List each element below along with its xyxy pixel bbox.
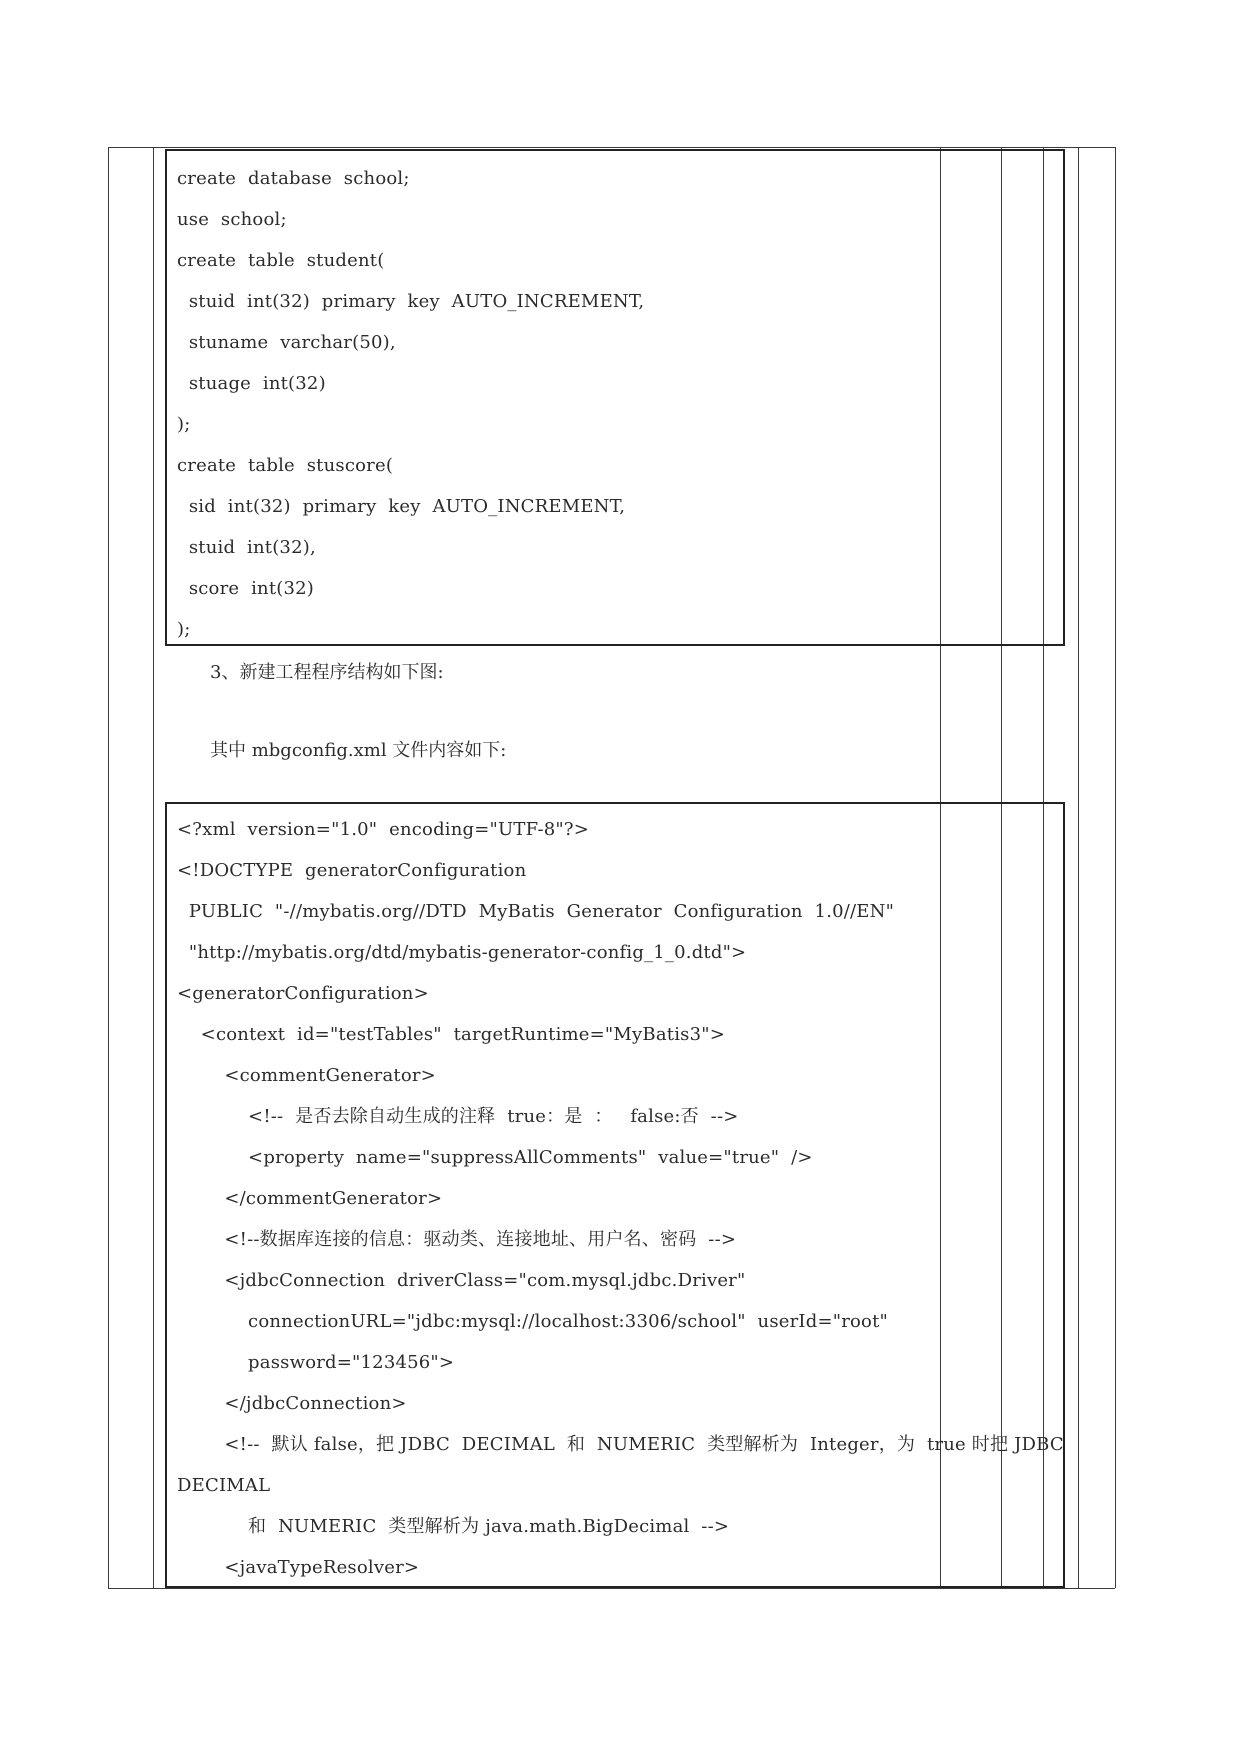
code-line: use school; — [177, 209, 287, 230]
code-line: create database school; — [177, 168, 410, 189]
code-line: <?xml version="1.0" encoding="UTF-8"?> — [177, 819, 590, 840]
code-line: </commentGenerator> — [177, 1188, 443, 1209]
code-line: sid int(32) primary key AUTO_INCREMENT, — [177, 496, 626, 517]
code-line: stuid int(32) primary key AUTO_INCREMENT, — [177, 291, 645, 312]
code-line: <generatorConfiguration> — [177, 983, 429, 1004]
code-line: <!DOCTYPE generatorConfiguration — [177, 860, 527, 881]
table-inner-left-border — [153, 147, 154, 1588]
code-line: DECIMAL — [177, 1475, 271, 1496]
code-line: <!-- 默认 false，把 JDBC DECIMAL 和 NUMERIC 类型解析为 Integer，为 true 时把 JDBC — [177, 1434, 1064, 1455]
code-line: <!-- 是否去除自动生成的注释 true：是 ： false:否 --> — [177, 1106, 739, 1127]
code-line: <javaTypeResolver> — [177, 1557, 420, 1578]
table-column-divider-4 — [1078, 147, 1079, 1588]
mbgconfig-intro-paragraph: 其中 mbgconfig.xml 文件内容如下: — [210, 740, 507, 761]
code-line: ); — [177, 619, 191, 640]
code-line: ); — [177, 414, 191, 435]
code-line: stuname varchar(50), — [177, 332, 396, 353]
code-line: PUBLIC "-//mybatis.org//DTD MyBatis Generator Configuration 1.0//EN" — [177, 901, 895, 922]
code-block-1-frame — [165, 149, 1065, 646]
code-line: stuage int(32) — [177, 373, 326, 394]
code-line: connectionURL="jdbc:mysql://localhost:3306/school" userId="root" — [177, 1311, 889, 1332]
table-right-border — [1115, 147, 1116, 1588]
step3-paragraph: 3、新建工程程序结构如下图: — [210, 662, 444, 683]
code-line: password="123456"> — [177, 1352, 455, 1373]
code-line: <jdbcConnection driverClass="com.mysql.jdbc.Driver" — [177, 1270, 746, 1291]
code-line: <!--数据库连接的信息：驱动类、连接地址、用户名、密码 --> — [177, 1229, 737, 1250]
code-line: create table student( — [177, 250, 385, 271]
table-bottom-border — [108, 1588, 1115, 1589]
code-line: score int(32) — [177, 578, 315, 599]
code-line: <commentGenerator> — [177, 1065, 436, 1086]
code-line: "http://mybatis.org/dtd/mybatis-generator-config_1_0.dtd"> — [177, 942, 747, 963]
code-line: create table stuscore( — [177, 455, 394, 476]
code-line: <property name="suppressAllComments" value="true" /> — [177, 1147, 813, 1168]
table-left-border — [108, 147, 109, 1588]
code-line: <context id="testTables" targetRuntime="MyBatis3"> — [177, 1024, 726, 1045]
code-block-2-bottom — [165, 1586, 1065, 1588]
code-line: </jdbcConnection> — [177, 1393, 407, 1414]
code-line: stuid int(32), — [177, 537, 316, 558]
code-line: 和 NUMERIC 类型解析为 java.math.BigDecimal --> — [177, 1516, 730, 1537]
table-top-border — [108, 147, 1115, 148]
